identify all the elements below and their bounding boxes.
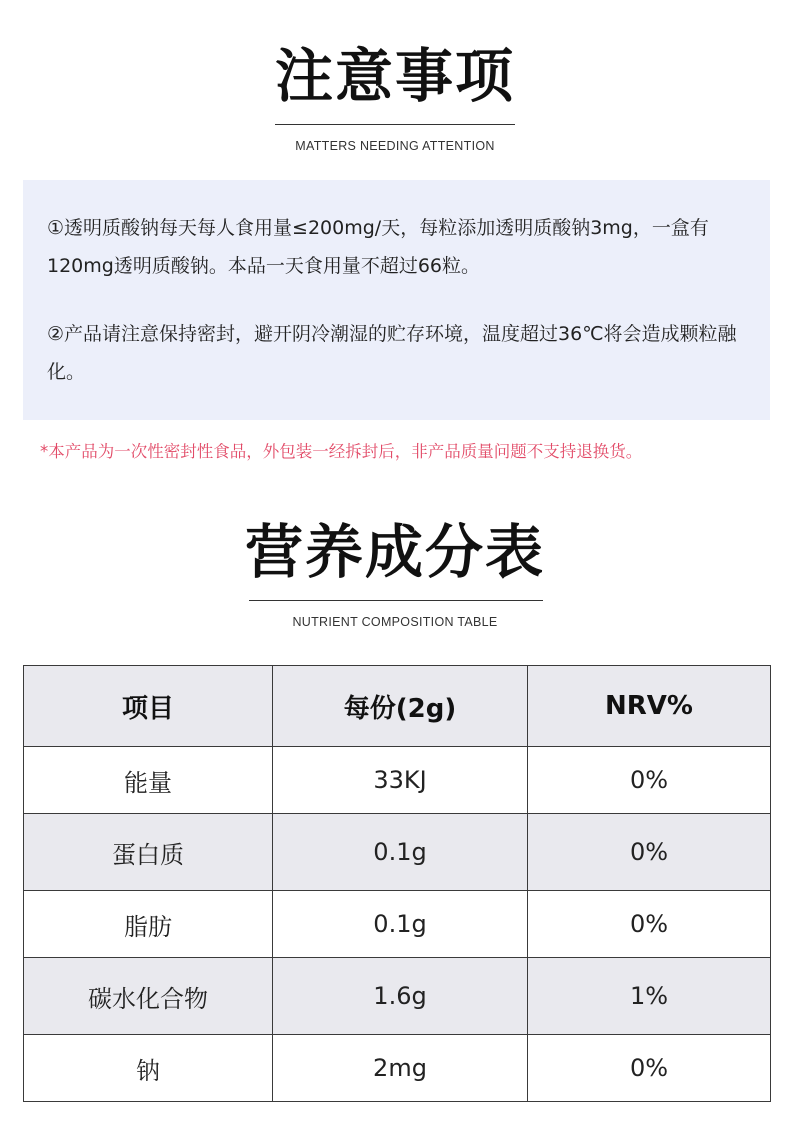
cell-per-serving: 2mg	[273, 1035, 528, 1102]
nutrition-divider	[249, 600, 543, 601]
cell-nrv: 0%	[528, 747, 771, 814]
nutrition-title: 营养成分表	[244, 518, 545, 586]
cell-per-serving: 0.1g	[273, 891, 528, 958]
return-policy-disclaimer: *本产品为一次性密封性食品，外包装一经拆封后，非产品质量问题不支持退换货。	[40, 442, 643, 461]
cell-item: 碳水化合物	[24, 958, 273, 1035]
notice-divider	[275, 124, 515, 125]
notice-box	[23, 180, 770, 420]
cell-nrv: 0%	[528, 891, 771, 958]
cell-per-serving: 33KJ	[273, 747, 528, 814]
cell-per-serving: 0.1g	[273, 814, 528, 891]
header-item: 项目	[24, 666, 273, 747]
cell-nrv: 0%	[528, 814, 771, 891]
nutrition-subtitle: NUTRIENT COMPOSITION TABLE	[292, 615, 498, 629]
notice-paragraph-1: ①透明质酸钠每天每人食用量≤200mg/天，每粒添加透明质酸钠3mg，一盒有120mg透明质酸钠。本品一天食用量不超过66粒。	[47, 217, 709, 277]
notice-title: 注意事项	[274, 42, 515, 110]
table-row	[24, 814, 771, 891]
notice-subtitle: MATTERS NEEDING ATTENTION	[295, 139, 495, 153]
table-row	[24, 747, 771, 814]
table-header-row	[24, 666, 771, 747]
table-row	[24, 958, 771, 1035]
cell-item: 钠	[24, 1035, 273, 1102]
cell-per-serving: 1.6g	[273, 958, 528, 1035]
header-nrv: NRV%	[528, 666, 771, 747]
cell-nrv: 1%	[528, 958, 771, 1035]
cell-item: 脂肪	[24, 891, 273, 958]
notice-paragraph-2: ②产品请注意保持密封，避开阴冷潮湿的贮存环境，温度超过36℃将会造成颗粒融化。	[47, 323, 737, 383]
cell-item: 蛋白质	[24, 814, 273, 891]
table-row	[24, 891, 771, 958]
cell-item: 能量	[24, 747, 273, 814]
nutrition-table	[23, 665, 771, 1102]
cell-nrv: 0%	[528, 1035, 771, 1102]
table-row	[24, 1035, 771, 1102]
header-per-serving: 每份(2g)	[273, 666, 528, 747]
